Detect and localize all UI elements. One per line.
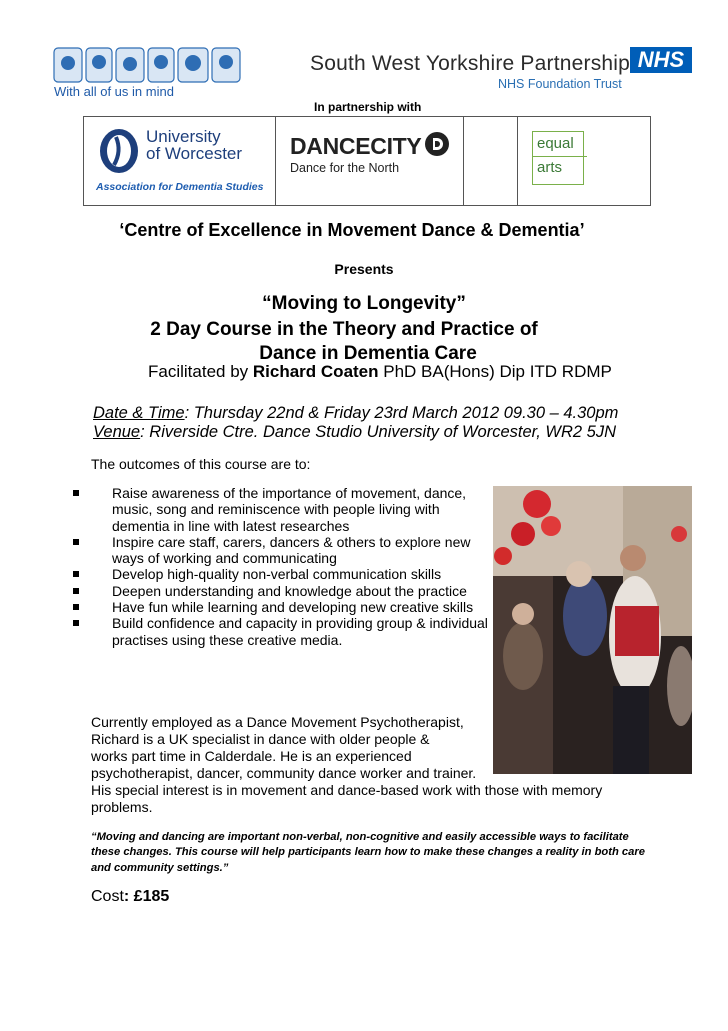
venue-label: Venue xyxy=(93,423,141,441)
equal-arts-logo xyxy=(532,131,584,185)
list-item: Develop high-quality non-verbal communication skills xyxy=(70,566,490,582)
list-item: Raise awareness of the importance of movement, dance, music, song and reminiscence with people living with dementia in line with latest researches xyxy=(70,485,490,534)
cost-value: : £185 xyxy=(123,888,170,905)
course-subtitle-line1: 2 Day Course in the Theory and Practice of xyxy=(150,319,538,340)
dancecity-tagline: Dance for the North xyxy=(290,161,400,175)
centre-title: ‘Centre of Excellence in Movement Dance & Dementia’ xyxy=(119,220,585,240)
worcester-emblem-icon xyxy=(98,127,140,175)
faces-logo xyxy=(52,46,244,84)
dancecity-name: DANCECITY xyxy=(290,133,422,159)
worcester-logo-cell xyxy=(84,117,276,205)
course-title: “Moving to Longevity” xyxy=(262,293,466,314)
outcomes-intro: The outcomes of this course are to: xyxy=(91,456,311,472)
empty-logo-cell xyxy=(464,117,518,205)
course-subtitle-line2: Dance in Dementia Care xyxy=(259,343,477,364)
venue-line xyxy=(93,423,616,442)
bio-line: works part time in Calderdale. He is an experienced xyxy=(91,748,412,764)
date-value: : Thursday 22nd & Friday 23rd March 2012 09.30 – 4.30pm xyxy=(184,404,619,422)
worcester-association: Association for Dementia Studies xyxy=(96,181,264,193)
bio-line: psychotherapist, dancer, community dance worker and trainer. xyxy=(91,765,477,781)
nhs-logo: NHS xyxy=(630,47,692,73)
worcester-name-line2: of Worcester xyxy=(146,144,243,163)
date-time-line xyxy=(93,404,618,423)
worcester-name-line1: University xyxy=(146,127,221,146)
presents-label: Presents xyxy=(334,261,394,277)
venue-value: : Riverside Ctre. Dance Studio University of Worcester, WR2 5JN xyxy=(140,423,617,441)
bio-line: Richard is a UK specialist in dance with older people & xyxy=(91,731,430,747)
facilitated-prefix: Facilitated by xyxy=(148,362,253,381)
facilitator-bio xyxy=(91,714,651,816)
list-item: Inspire care staff, carers, dancers & others to explore new ways of working and communicating xyxy=(70,534,490,567)
list-item: Have fun while learning and developing new creative skills xyxy=(70,599,490,615)
dancecity-d-icon xyxy=(424,131,450,157)
list-item: Deepen understanding and knowledge about the practice xyxy=(70,583,490,599)
bio-line: His special interest is in movement and dance-based work with those with memory problems. xyxy=(91,782,603,815)
facilitator-credentials: PhD BA(Hons) Dip ITD RDMP xyxy=(378,362,612,381)
cost-label: Cost xyxy=(91,888,124,905)
partnership-label: In partnership with xyxy=(314,100,422,114)
equal-arts-logo-cell xyxy=(518,117,650,205)
trust-subtitle: NHS Foundation Trust xyxy=(498,77,622,91)
trust-title: South West Yorkshire Partnership xyxy=(310,52,631,75)
list-item: Build confidence and capacity in providing group & individual practises using these creative media. xyxy=(70,615,490,648)
equal-arts-line2: arts xyxy=(537,159,563,176)
cost-line xyxy=(91,888,169,906)
date-label: Date & Time xyxy=(93,404,185,422)
outcomes-list xyxy=(70,485,490,648)
equal-arts-line1: equal xyxy=(537,135,574,152)
facilitator-line xyxy=(148,362,612,382)
faces-tagline: With all of us in mind xyxy=(54,84,174,99)
partner-logo-table xyxy=(83,116,651,206)
bio-line: Currently employed as a Dance Movement Psychotherapist, xyxy=(91,714,464,730)
quote-text: “Moving and dancing are important non-verbal, non-cognitive and easily accessible ways to facilitate these changes. This course will help participants learn how to make these changes a reality in both care and community settings.” xyxy=(91,831,645,874)
dancecity-logo-cell xyxy=(276,117,464,205)
worcester-name xyxy=(146,128,242,162)
facilitator-name: Richard Coaten xyxy=(252,362,379,381)
